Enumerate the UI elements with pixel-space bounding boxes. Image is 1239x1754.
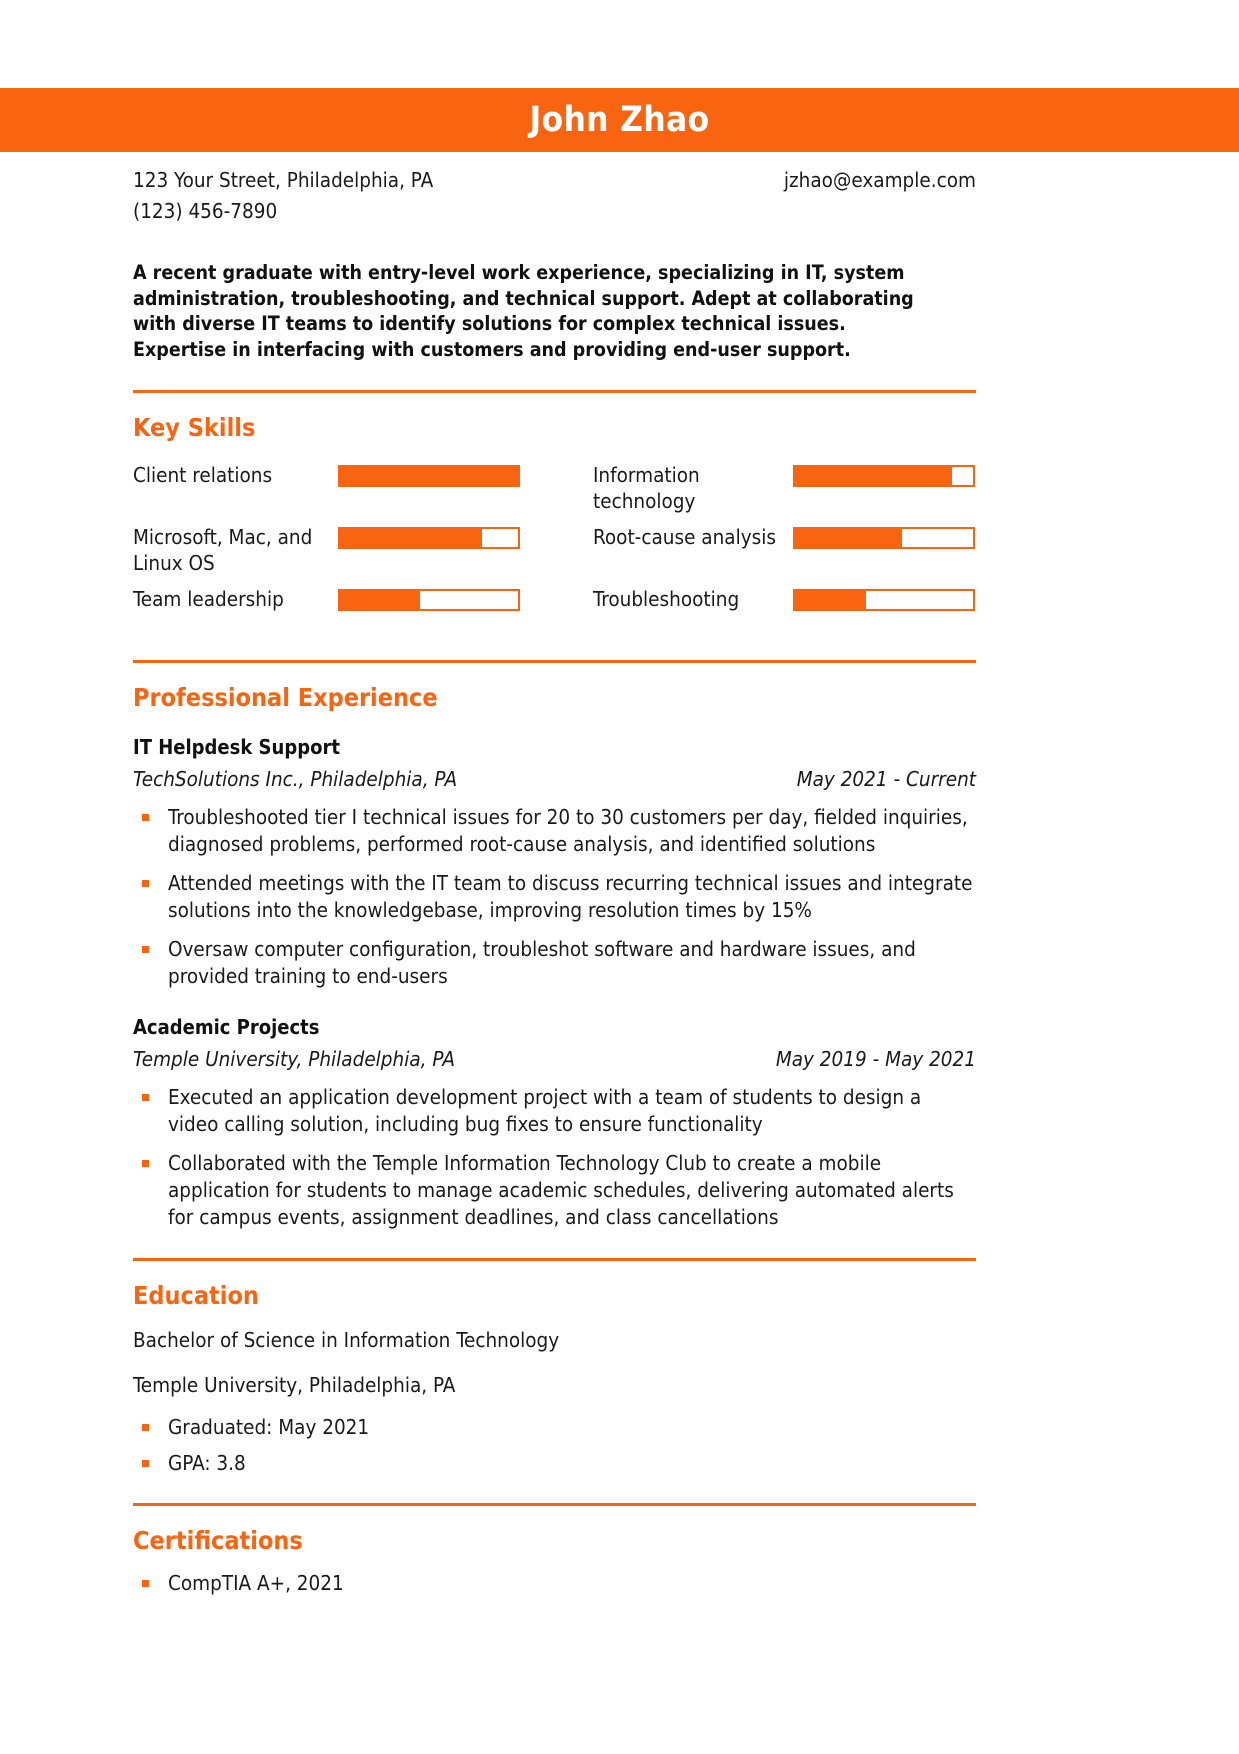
education-bullet-list (133, 1414, 976, 1477)
skill-level-bar (338, 527, 520, 549)
experience-entry-academic-projects (133, 1014, 976, 1231)
skill-item-information-technology (593, 461, 976, 523)
skill-label: Team leadership (133, 587, 284, 611)
skill-level-fill (340, 467, 518, 485)
page-title: John Zhao (529, 99, 710, 140)
job-meta (133, 1046, 976, 1072)
skill-level-bar (793, 589, 975, 611)
section-divider-key-skills (133, 390, 976, 393)
job-title: IT Helpdesk Support (133, 735, 340, 759)
skill-level-fill (795, 591, 866, 609)
skill-item-team-leadership (133, 585, 593, 647)
skill-item-root-cause-analysis (593, 523, 976, 585)
section-heading-certifications: Certifications (133, 1526, 303, 1555)
skill-item-client-relations (133, 461, 593, 523)
section-divider-experience (133, 660, 976, 663)
list-item: Collaborated with the Temple Information Technology Club to create a mobile application for students to manage academic schedules, delivering automated alerts for campus events, assignment deadlines, and class cancellations (133, 1150, 976, 1231)
section-divider-education (133, 1258, 976, 1261)
professional-summary: A recent graduate with entry-level work experience, specializing in IT, system administration, troubleshooting, and technical support. Adept at collaborating with diverse IT teams to identify solutions for complex technical issues. Expertise in interfacing with customers and providing end-user support. (133, 261, 914, 361)
skill-label: Root-cause analysis (593, 525, 776, 549)
job-dates: May 2021 - Current (796, 767, 976, 791)
contact-email[interactable]: jzhao@example.com (783, 168, 976, 192)
skill-level-bar (338, 465, 520, 487)
skill-label: Information technology (593, 463, 700, 513)
contact-phone: (123) 456-7890 (133, 199, 278, 223)
section-heading-key-skills: Key Skills (133, 413, 256, 442)
contact-address: 123 Your Street, Philadelphia, PA (133, 168, 434, 192)
job-dates: May 2019 - May 2021 (775, 1047, 976, 1071)
skill-level-fill (340, 529, 482, 547)
section-heading-education: Education (133, 1281, 259, 1310)
skill-item-operating-systems (133, 523, 593, 585)
job-organization: TechSolutions Inc., Philadelphia, PA (133, 767, 458, 791)
skill-level-fill (340, 591, 420, 609)
skill-level-bar (793, 465, 975, 487)
skill-label: Troubleshooting (593, 587, 740, 611)
section-heading-experience: Professional Experience (133, 683, 438, 712)
list-item: Oversaw computer configuration, troubleshot software and hardware issues, and provided training to end-users (133, 936, 976, 990)
job-bullet-list (133, 804, 976, 990)
job-bullet-list (133, 1084, 976, 1231)
certifications-bullet-list (133, 1570, 976, 1597)
list-item: Troubleshooted tier I technical issues for 20 to 30 customers per day, fielded inquiries, diagnosed problems, performed root-cause analysis, and identified solutions (133, 804, 976, 858)
list-item: Graduated: May 2021 (133, 1414, 976, 1441)
skill-level-fill (795, 467, 952, 485)
skill-level-bar (338, 589, 520, 611)
skill-label: Microsoft, Mac, and Linux OS (133, 525, 313, 575)
contact-row-phone (133, 196, 976, 227)
key-skills-grid (133, 461, 976, 647)
list-item: Attended meetings with the IT team to discuss recurring technical issues and integrate solutions into the knowledgebase, improving resolution times by 15% (133, 870, 976, 924)
list-item: Executed an application development project with a team of students to design a video calling solution, including bug fixes to ensure functionality (133, 1084, 976, 1138)
list-item: CompTIA A+, 2021 (133, 1570, 976, 1597)
skill-label: Client relations (133, 463, 273, 487)
resume-body (133, 165, 976, 1597)
skill-level-fill (795, 529, 902, 547)
skill-level-bar (793, 527, 975, 549)
job-title: Academic Projects (133, 1015, 320, 1039)
job-organization: Temple University, Philadelphia, PA (133, 1047, 456, 1071)
section-divider-certifications (133, 1503, 976, 1506)
name-banner (0, 88, 1239, 152)
skill-item-troubleshooting (593, 585, 976, 647)
education-degree: Bachelor of Science in Information Technology (133, 1328, 560, 1352)
contact-row-address (133, 165, 976, 196)
job-meta (133, 766, 976, 792)
experience-entry-it-helpdesk (133, 734, 976, 990)
list-item: GPA: 3.8 (133, 1450, 976, 1477)
education-school: Temple University, Philadelphia, PA (133, 1373, 456, 1397)
